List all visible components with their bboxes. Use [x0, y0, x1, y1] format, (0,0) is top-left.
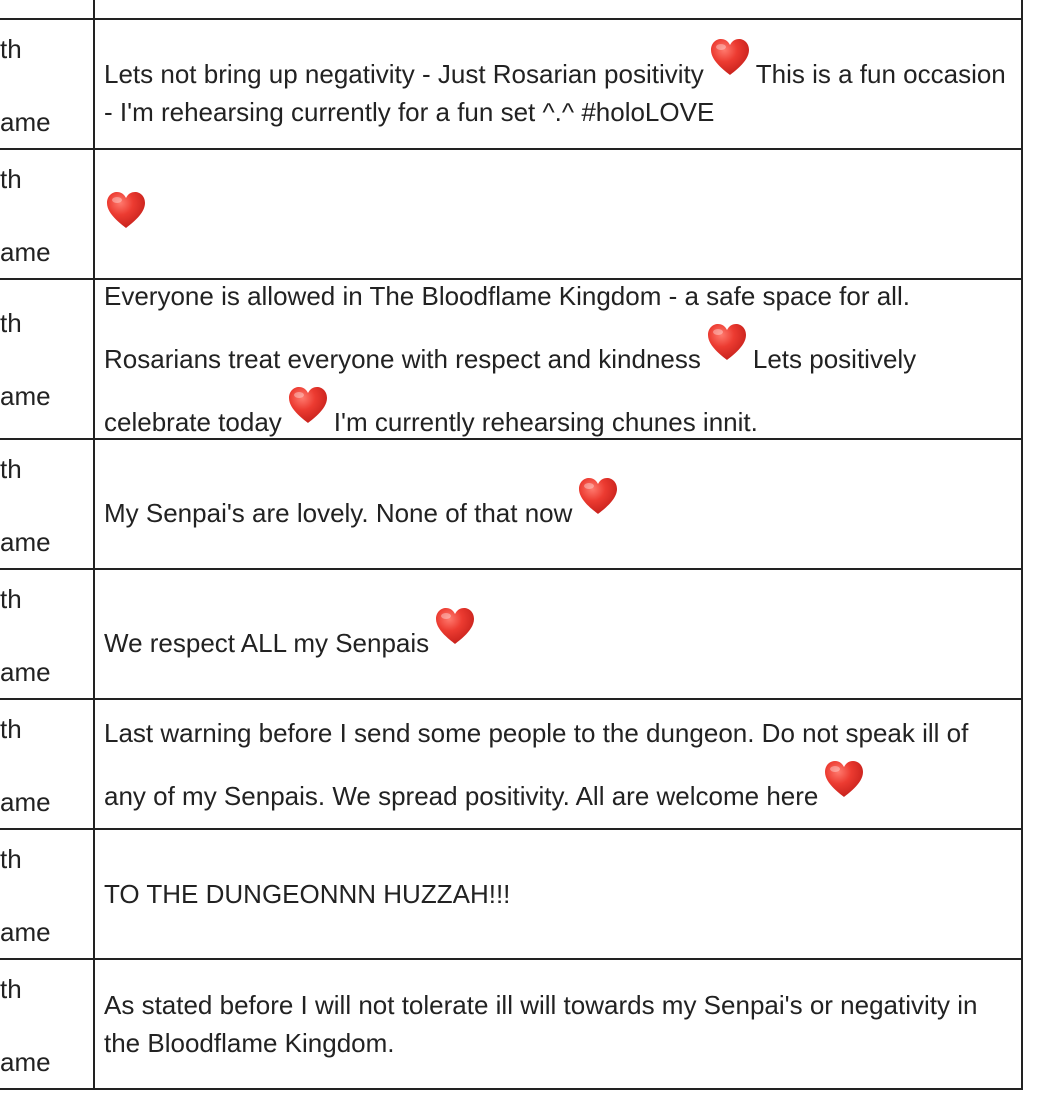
table-row — [0, 570, 1021, 700]
table-row — [0, 20, 1021, 150]
name-cell — [0, 700, 95, 828]
name-fragment-bottom: ame — [0, 787, 51, 817]
table-row — [0, 960, 1021, 1090]
table-row — [0, 700, 1021, 830]
message-cell — [95, 150, 1021, 278]
name-fragment-bottom: ame — [0, 917, 51, 947]
heart-icon — [433, 606, 477, 646]
name-fragment-bottom: ame — [0, 1047, 51, 1077]
name-fragment-bottom: ame — [0, 527, 51, 557]
name-fragment-top: th — [0, 164, 22, 194]
message-text: Lets not bring up negativity - Just Rosarian positivity This is a fun occasion - I'm rehearsing currently for a fun set ^.^ #holoLOVE — [104, 37, 1011, 131]
message-cell — [95, 960, 1021, 1088]
table-row — [0, 440, 1021, 570]
message-text: TO THE DUNGEONNN HUZZAH!!! — [104, 879, 511, 909]
table-row — [0, 150, 1021, 280]
message-cell — [95, 700, 1021, 828]
heart-icon — [286, 385, 330, 425]
name-fragment-top: th — [0, 714, 22, 744]
message-cell — [95, 830, 1021, 958]
name-fragment-top: th — [0, 844, 22, 874]
message-cell — [95, 0, 1021, 18]
message-cell — [95, 280, 1021, 438]
message-cell — [95, 20, 1021, 148]
message-text: As stated before I will not tolerate ill will towards my Senpai's or negativity in the Bloodflame Kingdom. — [104, 990, 978, 1058]
name-cell — [0, 570, 95, 698]
message-text: My Senpai's are lovely. None of that now — [104, 476, 624, 532]
name-fragment-bottom: ame — [0, 657, 51, 687]
message-text: Everyone is allowed in The Bloodflame Kingdom - a safe space for all. Rosarians treat everyone with respect and kindness Lets positively celebrate today I'm currently rehearsing chunes innit. — [104, 281, 917, 437]
heart-icon — [705, 322, 749, 362]
name-cell — [0, 150, 95, 278]
name-cell — [0, 440, 95, 568]
name-cell — [0, 20, 95, 148]
name-fragment-top — [0, 0, 51, 1]
table-row — [0, 280, 1021, 440]
name-cell — [0, 830, 95, 958]
name-fragment-bottom: ame — [0, 107, 51, 137]
heart-icon — [822, 759, 866, 799]
name-fragment-top: th — [0, 34, 22, 64]
message-text: We respect ALL my Senpais — [104, 606, 481, 662]
name-fragment-top: th — [0, 584, 22, 614]
message-cell — [95, 570, 1021, 698]
name-fragment-top: th — [0, 308, 22, 338]
name-fragment-top: th — [0, 974, 22, 1004]
heart-icon — [576, 476, 620, 516]
message-text: Last warning before I send some people to the dungeon. Do not speak ill of any of my Senpais. We spread positivity. All are welcome here — [104, 717, 969, 811]
name-cell — [0, 280, 95, 438]
message-cell — [95, 440, 1021, 568]
name-fragment-top: th — [0, 454, 22, 484]
name-cell — [0, 960, 95, 1088]
heart-icon — [104, 190, 148, 230]
message-text — [104, 190, 152, 238]
name-fragment-bottom: ame — [0, 381, 51, 411]
name-fragment-bottom: ame — [0, 237, 51, 267]
name-cell — [0, 0, 95, 18]
table-row — [0, 0, 1021, 20]
table-row — [0, 830, 1021, 960]
heart-icon — [708, 37, 752, 77]
